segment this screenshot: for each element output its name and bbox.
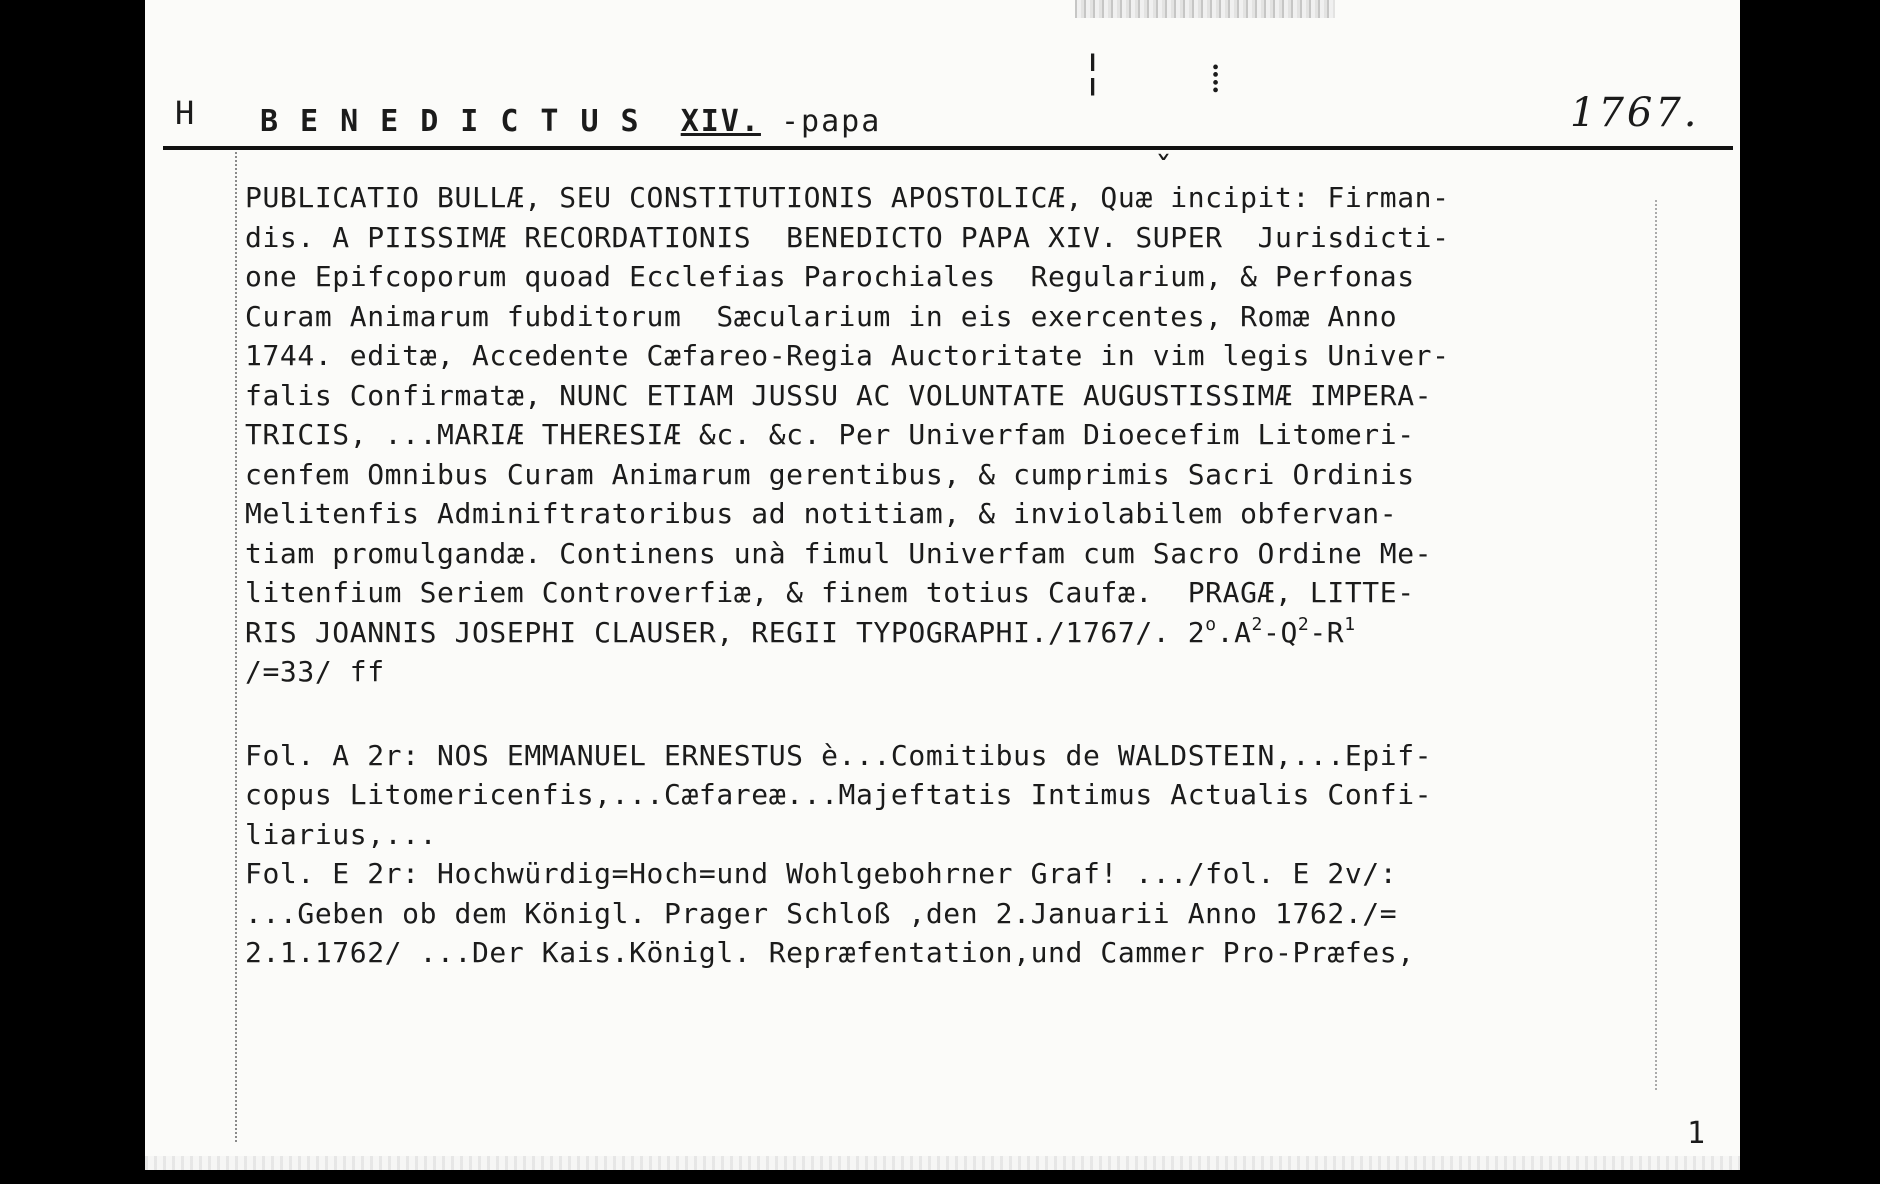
folio-a-line: copus Litomericenfis,...Cæfareæ...Majeftatis Intimus Actualis Confi- xyxy=(245,778,1433,811)
folio-e-line: Fol. E 2r: Hochwürdig=Hoch=und Wohlgebohrner Graf! .../fol. E 2v/: xyxy=(245,857,1398,890)
title-line: tiam promulgandæ. Continens unà fimul Univerfam cum Sacro Ordine Me- xyxy=(245,536,1433,570)
ink-mark: ⁞ xyxy=(1210,56,1222,102)
margin-rule xyxy=(235,152,237,1142)
title-line: TRICIS, ...MARIÆ THERESIÆ &c. &c. Per Univerfam Dioecefim Litomeri- xyxy=(245,418,1415,451)
collation-a: .A xyxy=(1216,615,1252,649)
collation-format: 2 xyxy=(1187,615,1206,649)
collation-degree: o xyxy=(1205,613,1217,635)
collation-r: -R xyxy=(1309,615,1345,649)
title-line: PUBLICATIO BULLÆ, SEU CONSTITUTIONIS APOSTOLICÆ, Quæ incipit: Firman- xyxy=(245,181,1450,214)
imprint-line xyxy=(245,613,1645,653)
title-line: one Epifcoporum quoad Ecclefias Parochiales Regularium, & Perfonas xyxy=(245,260,1415,293)
collation-r-exp: 1 xyxy=(1344,613,1356,635)
folio-e-line: ...Geben ob dem Königl. Prager Schloß ,den 2.Januarii Anno 1762./= xyxy=(245,896,1398,930)
collation-a-exp: 2 xyxy=(1251,613,1263,635)
title-line: cenfem Omnibus Curam Animarum gerentibus, & cumprimis Sacri Ordinis xyxy=(245,457,1415,491)
leaf-count: /=33/ ff xyxy=(245,655,385,688)
collation-q: -Q xyxy=(1262,615,1298,649)
folio-a-line: Fol. A 2r: NOS EMMANUEL ERNESTUS è...Comitibus de WALDSTEIN,...Epif- xyxy=(245,738,1433,772)
title-line: falis Confirmatæ, NUNC ETIAM JUSSU AC VOLUNTATE AUGUSTISSIMÆ IMPERA- xyxy=(245,378,1433,412)
title-line: dis. A PIISSIMÆ RECORDATIONIS BENEDICTO PAPA XIV. SUPER Jurisdicti- xyxy=(245,220,1450,254)
title-line: 1744. editæ, Accedente Cæfareo-Regia Auctoritate in vim legis Univer- xyxy=(245,339,1450,372)
folio-a-line: liarius,... xyxy=(245,817,438,851)
title-line: Curam Animarum fubditorum Sæcularium in eis exercentes, Romæ Anno xyxy=(245,299,1398,333)
catalog-card xyxy=(145,0,1740,1170)
author-suffix: -papa xyxy=(781,104,882,139)
collation-q-exp: 2 xyxy=(1297,613,1310,635)
card-body xyxy=(245,178,1645,973)
card-heading xyxy=(260,104,881,139)
card-mark: H xyxy=(175,94,197,132)
folio-e-line: 2.1.1762/ ...Der Kais.Königl. Repræfentation,und Cammer Pro-Præfes, xyxy=(245,936,1415,969)
author-regnal: XIV. xyxy=(680,104,761,139)
heading-rule xyxy=(163,146,1733,150)
card-year: 1767. xyxy=(1570,90,1700,136)
imprint-text: RIS JOANNIS JOSEPHI CLAUSER, REGII TYPOGRAPHI./1767/. xyxy=(245,615,1171,649)
title-line: litenfium Seriem Controverfiæ, & finem totius Caufæ. PRAGÆ, LITTE- xyxy=(245,576,1415,609)
page-number: 1 xyxy=(1687,1116,1706,1151)
title-line: Melitenfis Adminiftratoribus ad notitiam, & inviolabilem obfervan- xyxy=(245,497,1398,530)
ink-mark: ˇ xyxy=(1155,150,1172,190)
margin-rule xyxy=(1655,200,1657,1090)
author-name: BENEDICTUS xyxy=(260,104,661,139)
scan-smudge xyxy=(1075,0,1335,18)
ink-mark: ╎ xyxy=(1080,50,1106,99)
